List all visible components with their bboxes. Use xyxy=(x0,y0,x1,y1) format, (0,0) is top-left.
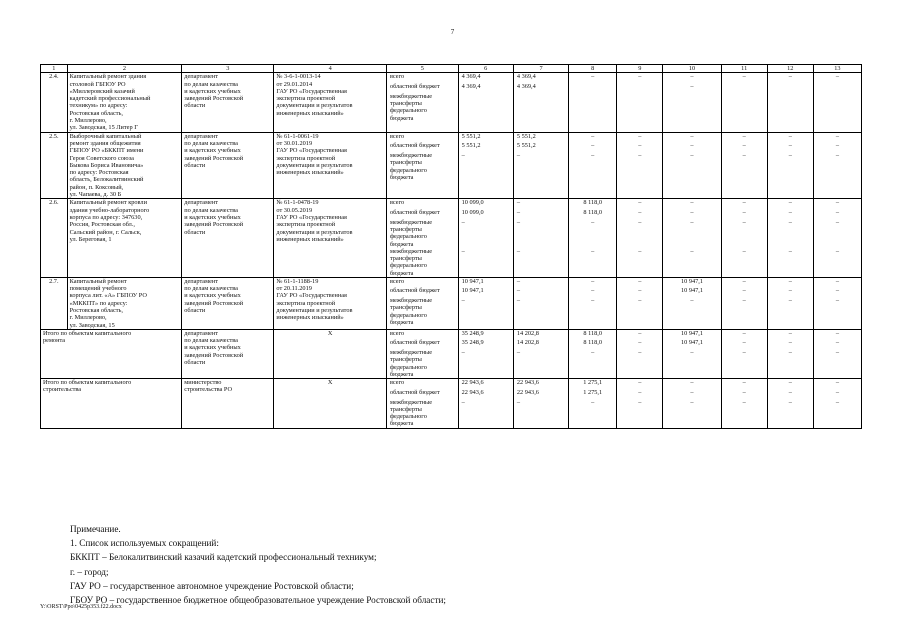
amount-c6-line: 5 551,2 xyxy=(461,142,481,150)
amount-c8 xyxy=(569,329,617,378)
budget-table xyxy=(40,64,862,429)
column-number-header: 10 xyxy=(663,65,721,73)
amount-c12 xyxy=(767,73,813,132)
amount-c6-line: 35 248,9 xyxy=(461,339,484,347)
total-row xyxy=(41,329,862,378)
amount-c12-line: – xyxy=(788,247,792,255)
amount-c13 xyxy=(813,379,861,428)
amount-c12 xyxy=(767,199,813,277)
amount-c13-line: – xyxy=(835,73,839,81)
funding-source-line: межбюджетные трансферты федерального бюджета xyxy=(389,247,433,277)
amount-c6-line: – xyxy=(461,152,465,160)
amount-c9-line: – xyxy=(638,398,642,406)
amount-c6-line: 10 099,0 xyxy=(461,209,484,217)
funding-source-line: областной бюджет xyxy=(389,209,440,217)
amount-c8 xyxy=(569,132,617,199)
amount-c10 xyxy=(663,73,721,132)
amount-c9-line xyxy=(620,93,659,122)
funding-source-line: межбюджетные трансферты федерального бюджета xyxy=(389,92,433,122)
amount-c13-line: – xyxy=(835,339,839,347)
amount-c13-line: – xyxy=(835,142,839,150)
amount-c11-line: – xyxy=(742,277,746,285)
amount-c13-line: – xyxy=(835,287,839,295)
amount-c11-line: – xyxy=(742,398,746,406)
amount-c10-line: – xyxy=(690,142,694,150)
object-row xyxy=(41,73,862,132)
funding-source xyxy=(386,73,458,132)
amount-c12 xyxy=(767,329,813,378)
expertise-conclusion: № 61-1-0061-19 от 30.01.2019 ГАУ РО «Государственная экспертиза проектной документации и результатов инженерных изысканий» xyxy=(274,132,387,199)
file-path-footer: Y:\ORST\Ppo\0425p353.f22.docx xyxy=(40,604,122,610)
responsible-department: департамент по делам казачества и кадетских учебных заведений Ростовской области xyxy=(182,277,274,329)
amount-c11-line: – xyxy=(742,388,746,396)
amount-c9-line: – xyxy=(638,132,642,140)
object-name: Выборочный капитальный ремонт здания общежития ГБПОУ РО «БККПТ имени Героя Советского союза Быкова Бориса Ивановича» по адресу: Ростовская область, Белокалитвинский район, п. Коксовый, ул. Чапаева, д. 30 Б xyxy=(67,132,182,199)
column-number-header: 2 xyxy=(67,65,182,73)
amount-c10 xyxy=(663,277,721,329)
object-row xyxy=(41,199,862,277)
object-name: Капитальный ремонт кровли здания учебно-лабораторного корпуса по адресу: 347630, Россия, Ростовская обл., Сальский район, г. Сальск, ул. Береговая, 1 xyxy=(67,199,182,277)
amount-c6-line: 4 369,4 xyxy=(461,73,481,81)
expertise-conclusion: № 3-6-1-0013-14 от 29.01.2014 ГАУ РО «Государственная экспертиза проектной документации и результатов инженерных изысканий» xyxy=(274,73,387,132)
amount-c13-line: – xyxy=(835,329,839,337)
object-name: Капитальный ремонт здания столовой ГБПОУ РО «Миллеровский казачий кадетский профессиональный техникум» по адресу: Ростовская область, г. Миллерово, ул. Заводская, 15 Литер Г xyxy=(67,73,182,132)
amount-c12-line: – xyxy=(788,388,792,396)
column-number-header: 9 xyxy=(617,65,663,73)
amount-c13-line: – xyxy=(835,398,839,406)
amount-c13-line: – xyxy=(835,132,839,140)
funding-source-line: всего xyxy=(389,379,405,387)
amount-c9-line: – xyxy=(638,349,642,357)
amount-c8 xyxy=(569,277,617,329)
amount-c12-line xyxy=(771,93,810,122)
amount-c7-line: 4 369,4 xyxy=(516,82,536,90)
notes-line: ГБОУ РО – государственное бюджетное общеобразовательное учреждение Ростовской области; xyxy=(70,595,446,606)
amount-c11-line: – xyxy=(742,142,746,150)
amount-c12-line: – xyxy=(788,329,792,337)
funding-source xyxy=(386,199,458,277)
amount-c7 xyxy=(513,329,568,378)
amount-c13-line: – xyxy=(835,379,839,387)
amount-c12-line: – xyxy=(788,209,792,217)
amount-c11 xyxy=(721,277,767,329)
column-number-header: 12 xyxy=(767,65,813,73)
amount-c12-line: – xyxy=(788,379,792,387)
amount-c12 xyxy=(767,277,813,329)
total-name: Итого по объектам капитального строительства xyxy=(41,379,182,428)
amount-c8-line xyxy=(572,83,613,93)
funding-source-line: областной бюджет xyxy=(389,82,440,90)
amount-c8-line: – xyxy=(591,132,595,140)
amount-c11-line: – xyxy=(742,379,746,387)
amount-c11-line: – xyxy=(742,199,746,207)
funding-source-line: всего xyxy=(389,73,405,81)
amount-c11 xyxy=(721,379,767,428)
amount-c8-line: – xyxy=(591,247,595,255)
amount-c7-line: – xyxy=(516,199,521,207)
amount-c10 xyxy=(663,132,721,199)
amount-c11-line: – xyxy=(742,152,746,160)
amount-c12-line: – xyxy=(788,398,792,406)
amount-c10-line: – xyxy=(690,82,694,90)
amount-c11-line: – xyxy=(742,73,746,81)
amount-c12-line: – xyxy=(788,199,792,207)
amount-c10-line: 10 947,1 xyxy=(680,329,704,337)
amount-c7 xyxy=(513,379,568,428)
amount-c8-line: – xyxy=(591,73,595,81)
amount-c11-line: – xyxy=(742,132,746,140)
object-row xyxy=(41,277,862,329)
amount-c7-line: 5 551,2 xyxy=(516,142,536,150)
funding-source-line: областной бюджет xyxy=(389,339,440,347)
amount-c10-line: 10 947,1 xyxy=(680,287,704,295)
amount-c11 xyxy=(721,73,767,132)
amount-c13-line: – xyxy=(835,152,839,160)
amount-c7-line: – xyxy=(516,277,521,285)
amount-c8 xyxy=(569,73,617,132)
amount-c9-line: – xyxy=(638,297,642,305)
amount-c7 xyxy=(513,132,568,199)
amount-c6 xyxy=(458,277,513,329)
amount-c10-line: – xyxy=(690,132,694,140)
notes-line: г. – город; xyxy=(70,566,109,577)
amount-c9-line: – xyxy=(638,287,642,295)
total-row xyxy=(41,379,862,428)
amount-c9 xyxy=(617,199,663,277)
column-number-header: 13 xyxy=(813,65,861,73)
amount-c10-line: 10 947,1 xyxy=(680,339,704,347)
amount-c10-line: – xyxy=(690,73,694,81)
row-number: 2.7. xyxy=(41,277,68,329)
not-applicable-mark: Х xyxy=(274,379,387,428)
amount-c8-line: – xyxy=(591,297,595,305)
amount-c8-line: 1 275,1 xyxy=(583,379,603,387)
amount-c7 xyxy=(513,277,568,329)
total-name: Итого по объектам капитального ремонта xyxy=(41,329,182,378)
responsible-department: министерство строительства РО xyxy=(182,379,274,428)
amount-c9-line: – xyxy=(638,339,642,347)
amount-c9 xyxy=(617,379,663,428)
amount-c6 xyxy=(458,329,513,378)
amount-c7-line: 14 202,8 xyxy=(516,339,539,347)
column-number-header: 8 xyxy=(569,65,617,73)
amount-c6-line: – xyxy=(461,297,465,305)
amount-c7 xyxy=(513,199,568,277)
responsible-department: департамент по делам казачества и кадетских учебных заведений Ростовской области xyxy=(182,132,274,199)
amount-c8-line xyxy=(572,93,613,122)
amount-c8-line: 8 118,0 xyxy=(583,339,603,347)
amount-c13-line: – xyxy=(835,209,839,217)
column-number-header: 5 xyxy=(386,65,458,73)
amount-c13 xyxy=(813,199,861,277)
amount-c8-line: 8 118,0 xyxy=(583,329,603,337)
amount-c7-line: 5 551,2 xyxy=(516,132,536,140)
amount-c9-line: – xyxy=(638,247,642,255)
notes-section xyxy=(70,522,870,607)
amount-c11-line: – xyxy=(742,349,746,357)
amount-c13-line: – xyxy=(835,247,839,255)
column-number-header: 6 xyxy=(458,65,513,73)
funding-source-line: областной бюджет xyxy=(389,287,440,295)
amount-c11 xyxy=(721,199,767,277)
column-number-header: 4 xyxy=(274,65,387,73)
amount-c11-line: – xyxy=(742,339,746,347)
amount-c11-line: – xyxy=(742,218,746,226)
amount-c8-line: 1 275,1 xyxy=(583,388,603,396)
amount-c13-line: – xyxy=(835,349,839,357)
amount-c9 xyxy=(617,329,663,378)
amount-c12-line: – xyxy=(788,277,792,285)
amount-c12-line: – xyxy=(788,218,792,226)
amount-c13 xyxy=(813,73,861,132)
amount-c13 xyxy=(813,132,861,199)
funding-source-line: всего xyxy=(389,132,405,140)
header-row xyxy=(41,65,862,73)
amount-c13-line: – xyxy=(835,388,839,396)
amount-c8-line: – xyxy=(591,152,595,160)
notes-line: 1. Список используемых сокращений: xyxy=(70,538,219,549)
amount-c6-line: – xyxy=(461,218,465,226)
amount-c6-line xyxy=(462,93,510,122)
amount-c13-line xyxy=(817,83,858,93)
amount-c7-line xyxy=(517,93,565,122)
amount-c9 xyxy=(617,73,663,132)
column-number-header: 7 xyxy=(513,65,568,73)
amount-c12-line: – xyxy=(788,297,792,305)
amount-c10-line: – xyxy=(690,218,694,226)
responsible-department: департамент по делам казачества и кадетских учебных заведений Ростовской области xyxy=(182,73,274,132)
amount-c7-line: – xyxy=(516,152,521,160)
amount-c10-line: – xyxy=(690,398,694,406)
notes-line: БККПТ – Белокалитвинский казачий кадетский профессиональный техникум; xyxy=(70,552,377,563)
expertise-conclusion: № 61-1-0478-19 от 30.05.2019 ГАУ РО «Государственная экспертиза проектной документации и результатов инженерных изысканий» xyxy=(274,199,387,277)
amount-c7-line: – xyxy=(516,297,521,305)
object-name: Капитальный ремонт помещений учебного корпуса лит. «А» ГБПОУ РО «МККПТ» по адресу: Ростовская область, г. Миллерово, ул. Заводская, 15 xyxy=(67,277,182,329)
amount-c9-line: – xyxy=(638,379,642,387)
amount-c8-line: 8 118,0 xyxy=(583,199,603,207)
amount-c9-line: – xyxy=(638,209,642,217)
amount-c6-line: 35 248,9 xyxy=(461,329,484,337)
amount-c6-line: – xyxy=(461,398,465,406)
amount-c9-line: – xyxy=(638,218,642,226)
amount-c9 xyxy=(617,132,663,199)
funding-source-line: областной бюджет xyxy=(389,388,440,396)
amount-c6 xyxy=(458,379,513,428)
amount-c10-line: – xyxy=(690,349,694,357)
amount-c12-line: – xyxy=(788,349,792,357)
amount-c7 xyxy=(513,73,568,132)
amount-c10-line xyxy=(666,93,717,122)
amount-c10-line: – xyxy=(690,152,694,160)
row-number: 2.6. xyxy=(41,199,68,277)
amount-c11-line: – xyxy=(742,329,746,337)
amount-c10 xyxy=(663,199,721,277)
object-row xyxy=(41,132,862,199)
amount-c10-line: – xyxy=(690,379,694,387)
amount-c12-line: – xyxy=(788,142,792,150)
responsible-department: департамент по делам казачества и кадетских учебных заведений Ростовской области xyxy=(182,329,274,378)
amount-c12 xyxy=(767,132,813,199)
amount-c11-line xyxy=(725,83,764,93)
amount-c9-line: – xyxy=(638,277,642,285)
funding-source-line: всего xyxy=(389,329,405,337)
amount-c8-line: – xyxy=(591,142,595,150)
amount-c10-line: – xyxy=(690,209,694,217)
amount-c10 xyxy=(663,329,721,378)
funding-source xyxy=(386,277,458,329)
amount-c8 xyxy=(569,379,617,428)
amount-c11-line: – xyxy=(742,297,746,305)
amount-c6-line: – xyxy=(461,349,465,357)
funding-source-line: межбюджетные трансферты федерального бюджета xyxy=(389,349,433,379)
amount-c7-line: – xyxy=(516,218,521,226)
funding-source xyxy=(386,329,458,378)
amount-c7-line: – xyxy=(516,398,521,406)
amount-c6 xyxy=(458,132,513,199)
amount-c6 xyxy=(458,73,513,132)
page-number: 7 xyxy=(450,28,455,36)
amount-c6-line: 22 943,6 xyxy=(461,388,484,396)
amount-c8 xyxy=(569,199,617,277)
row-number: 2.4. xyxy=(41,73,68,132)
amount-c9 xyxy=(617,277,663,329)
amount-c7-line: – xyxy=(516,209,521,217)
notes-line: ГАУ РО – государственное автономное учреждение Ростовской области; xyxy=(70,580,354,591)
amount-c10-line: – xyxy=(690,388,694,396)
amount-c9-line: – xyxy=(638,329,642,337)
amount-c10 xyxy=(663,379,721,428)
amount-c7-line: 4 369,4 xyxy=(516,73,536,81)
amount-c10-line: 10 947,1 xyxy=(680,277,704,285)
funding-source-line: областной бюджет xyxy=(389,142,440,150)
amount-c12-line: – xyxy=(788,73,792,81)
amount-c13 xyxy=(813,329,861,378)
funding-source xyxy=(386,379,458,428)
funding-source-line: всего xyxy=(389,277,405,285)
amount-c9-line: – xyxy=(638,152,642,160)
funding-source-line: межбюджетные трансферты федерального бюджета xyxy=(389,297,433,326)
amount-c8-line: – xyxy=(591,277,595,285)
amount-c13-line xyxy=(817,93,858,122)
amount-c10-line: – xyxy=(690,247,694,255)
amount-c11-line: – xyxy=(742,209,746,217)
amount-c12-line: – xyxy=(788,152,792,160)
amount-c7-line: – xyxy=(516,287,521,295)
amount-c10-line: – xyxy=(690,199,694,207)
expertise-conclusion: № 61-1-1188-19 от 20.11.2019 ГАУ РО «Государственная экспертиза проектной документации и результатов инженерных изысканий» xyxy=(274,277,387,329)
amount-c9-line: – xyxy=(638,73,642,81)
amount-c8-line: – xyxy=(591,218,595,226)
amount-c8-line: 8 118,0 xyxy=(583,209,603,217)
amount-c12-line: – xyxy=(788,132,792,140)
amount-c13-line: – xyxy=(835,199,839,207)
amount-c11-line: – xyxy=(742,287,746,295)
amount-c12-line: – xyxy=(788,339,792,347)
amount-c7-line: 22 943,6 xyxy=(516,388,539,396)
amount-c8-line: – xyxy=(591,398,595,406)
amount-c12-line: – xyxy=(788,287,792,295)
amount-c11-line: – xyxy=(742,247,746,255)
amount-c8-line: – xyxy=(591,349,595,357)
amount-c9-line: – xyxy=(638,199,642,207)
amount-c6-line: 10 947,1 xyxy=(461,277,484,285)
amount-c6-line: 5 551,2 xyxy=(461,132,481,140)
amount-c13-line: – xyxy=(835,277,839,285)
amount-c6-line: – xyxy=(461,247,465,255)
amount-c6-line: 10 947,1 xyxy=(461,287,484,295)
amount-c6-line: 4 369,4 xyxy=(461,82,481,90)
amount-c11 xyxy=(721,132,767,199)
column-number-header: 3 xyxy=(182,65,274,73)
column-number-header: 11 xyxy=(721,65,767,73)
amount-c9-line: – xyxy=(638,388,642,396)
amount-c6-line: 22 943,6 xyxy=(461,379,484,387)
amount-c13-line: – xyxy=(835,218,839,226)
column-number-header: 1 xyxy=(41,65,68,73)
funding-source-line: всего xyxy=(389,199,405,207)
funding-source-line: межбюджетные трансферты федерального бюджета xyxy=(389,398,433,428)
amount-c7-line: 14 202,8 xyxy=(516,329,539,337)
amount-c12 xyxy=(767,379,813,428)
amount-c13 xyxy=(813,277,861,329)
amount-c11 xyxy=(721,329,767,378)
not-applicable-mark: Х xyxy=(274,329,387,378)
amount-c6-line: 10 099,0 xyxy=(461,199,484,207)
amount-c10-line: – xyxy=(690,297,694,305)
amount-c12-line xyxy=(771,83,810,93)
amount-c7-line: – xyxy=(516,349,521,357)
amount-c7-line: – xyxy=(516,247,521,255)
amount-c6 xyxy=(458,199,513,277)
funding-source-line: межбюджетные трансферты федерального бюджета xyxy=(389,218,433,248)
notes-heading: Примечание. xyxy=(70,524,121,534)
amount-c11-line xyxy=(725,93,764,122)
amount-c13-line: – xyxy=(835,297,839,305)
amount-c9-line xyxy=(620,83,659,93)
funding-source xyxy=(386,132,458,199)
amount-c8-line: – xyxy=(591,287,595,295)
funding-source-line: межбюджетные трансферты федерального бюджета xyxy=(389,152,433,181)
amount-c7-line: 22 943,6 xyxy=(516,379,539,387)
row-number: 2.5. xyxy=(41,132,68,199)
responsible-department: департамент по делам казачества и кадетских учебных заведений Ростовской области xyxy=(182,199,274,277)
amount-c9-line: – xyxy=(638,142,642,150)
